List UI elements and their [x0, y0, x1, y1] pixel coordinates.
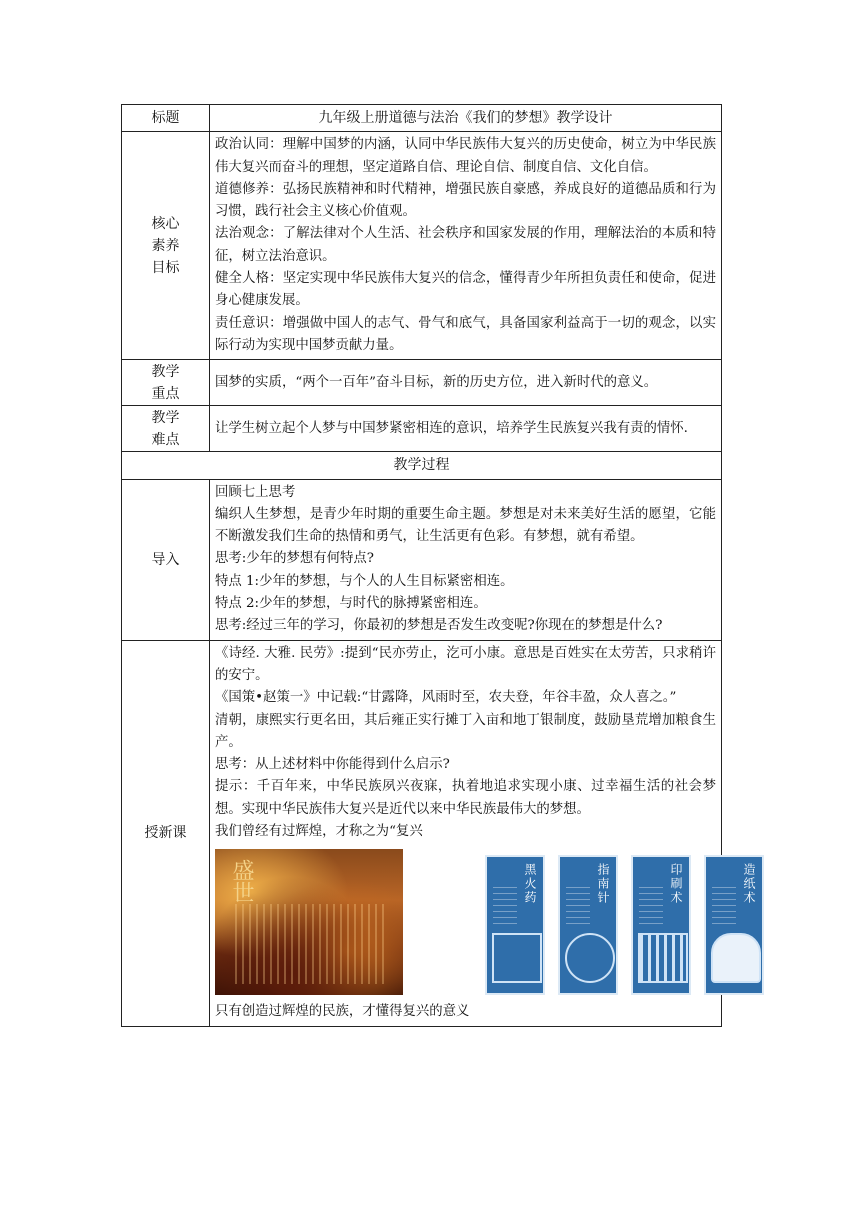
difficult-content: 让学生树立起个人梦与中国梦紧密相连的意识，培养学生民族复兴我有责的情怀. — [210, 406, 722, 452]
printing-icon — [638, 933, 688, 983]
papermaker-figure-icon — [711, 933, 761, 983]
card-printing — [631, 855, 691, 995]
difficult-row — [122, 406, 722, 452]
card-gunpowder-title: 黑火药 — [523, 863, 537, 906]
key-label-1: 教学 — [151, 363, 180, 380]
key-row — [122, 360, 722, 406]
difficult-label — [122, 406, 210, 452]
intro-recall: 回顾七上思考 — [215, 484, 296, 500]
intro-row — [122, 479, 722, 640]
process-row — [122, 452, 722, 479]
card-papermaking — [704, 855, 764, 995]
photo-crowd — [235, 904, 385, 984]
newlesson-shijing: 《诗经. 大雅. 民劳》:提到“民亦劳止，汔可小康。意思是百姓实在太劳苦，只求稍许的安宁。 — [215, 645, 716, 683]
intro-feature-1: 特点 1:少年的梦想，与个人的人生目标紧密相连。 — [215, 573, 514, 589]
core-row — [122, 132, 722, 360]
title-content: 九年级上册道德与法治《我们的梦想》教学设计 — [210, 105, 722, 132]
lesson-plan-table — [121, 104, 756, 1027]
core-responsibility: 责任意识：增强做中国人的志气、骨气和底气，具备国家利益高于一切的观念，以实际行动为实现中国梦贡献力量。 — [215, 315, 716, 353]
key-label-2: 重点 — [151, 385, 180, 402]
card-compass-title: 指南针 — [596, 863, 610, 906]
card-gunpowder-text — [493, 887, 517, 927]
core-label-3: 目标 — [151, 259, 180, 276]
intro-feature-2: 特点 2:少年的梦想，与时代的脉搏紧密相连。 — [215, 596, 487, 612]
difficult-label-1: 教学 — [151, 409, 180, 426]
photo-calligraphy: 盛世 — [229, 859, 254, 904]
compass-icon — [565, 933, 615, 983]
image-row — [215, 849, 756, 997]
title-label: 标题 — [122, 105, 210, 132]
gunpowder-icon — [492, 933, 542, 983]
card-printing-title: 印刷术 — [669, 863, 683, 906]
intro-dream-text: 编织人生梦想，是青少年时期的重要生命主题。梦想是对未来美好生活的愿望，它能不断激发我们生命的热情和勇气，让生活更有色彩。有梦想，就有希望。 — [215, 506, 716, 545]
key-content: 国梦的实质，“两个一百年”奋斗目标，新的历史方位，进入新时代的意义。 — [210, 360, 722, 406]
card-gunpowder — [485, 855, 545, 995]
intro-label: 导入 — [122, 479, 210, 640]
core-law: 法治观念：了解法律对个人生活、社会秩序和国家发展的作用，理解法治的本质和特征，树立法治意识。 — [215, 226, 716, 264]
key-label — [122, 360, 210, 406]
intro-content — [210, 479, 722, 640]
newlesson-content — [210, 640, 756, 1026]
core-label — [122, 132, 210, 360]
card-compass — [558, 855, 618, 995]
core-personality: 健全人格：坚定实现中华民族伟大复兴的信念，懂得青少年所担负责任和使命，促进身心健康发展。 — [215, 271, 716, 309]
newlesson-label: 授新课 — [122, 640, 210, 1026]
card-papermaking-title: 造纸术 — [742, 863, 756, 906]
newlesson-question: 思考：从上述材料中你能得到什么启示? — [215, 757, 450, 773]
card-printing-text — [639, 887, 663, 927]
newlesson-row — [122, 640, 722, 1026]
newlesson-glory: 我们曾经有过辉煌，才称之为“复兴 — [215, 824, 423, 840]
core-label-2: 素养 — [151, 237, 180, 254]
difficult-label-2: 难点 — [151, 431, 180, 448]
newlesson-hint: 提示：千百年来，中华民族夙兴夜寐，执着地追求实现小康、过幸福生活的社会梦想。实现中华民族伟大复兴是近代以来中华民族最伟大的梦想。 — [215, 779, 716, 817]
core-label-1: 核心 — [151, 215, 180, 232]
newlesson-qing: 清朝，康熙实行更名田，其后雍正实行摊丁入亩和地丁银制度，鼓励垦荒增加粮食生产。 — [215, 712, 716, 750]
core-moral: 道德修养：弘扬民族精神和时代精神，增强民族自豪感，养成良好的道德品质和行为习惯，践行社会主义核心价值观。 — [215, 181, 716, 220]
intro-question-1: 思考:少年的梦想有何特点? — [215, 551, 374, 567]
intro-question-2: 思考:经过三年的学习，你最初的梦想是否发生改变呢?你现在的梦想是什么? — [215, 618, 663, 634]
newlesson-closing: 只有创造过辉煌的民族，才懂得复兴的意义 — [215, 1004, 470, 1020]
card-compass-text — [566, 887, 590, 927]
process-heading: 教学过程 — [122, 452, 722, 479]
core-content — [210, 132, 722, 360]
card-papermaking-text — [712, 887, 736, 927]
newlesson-guoce: 《国策•赵策一》中记载:“甘露降，风雨时至，农夫登，年谷丰盈，众人喜之。” — [215, 690, 677, 706]
title-row — [122, 105, 722, 132]
ceremony-photo — [215, 849, 403, 995]
core-political: 政治认同：理解中国梦的内涵，认同中华民族伟大复兴的历史使命，树立为中华民族伟大复兴而奋斗的理想，坚定道路自信、理论自信、制度自信、文化自信。 — [215, 137, 716, 175]
